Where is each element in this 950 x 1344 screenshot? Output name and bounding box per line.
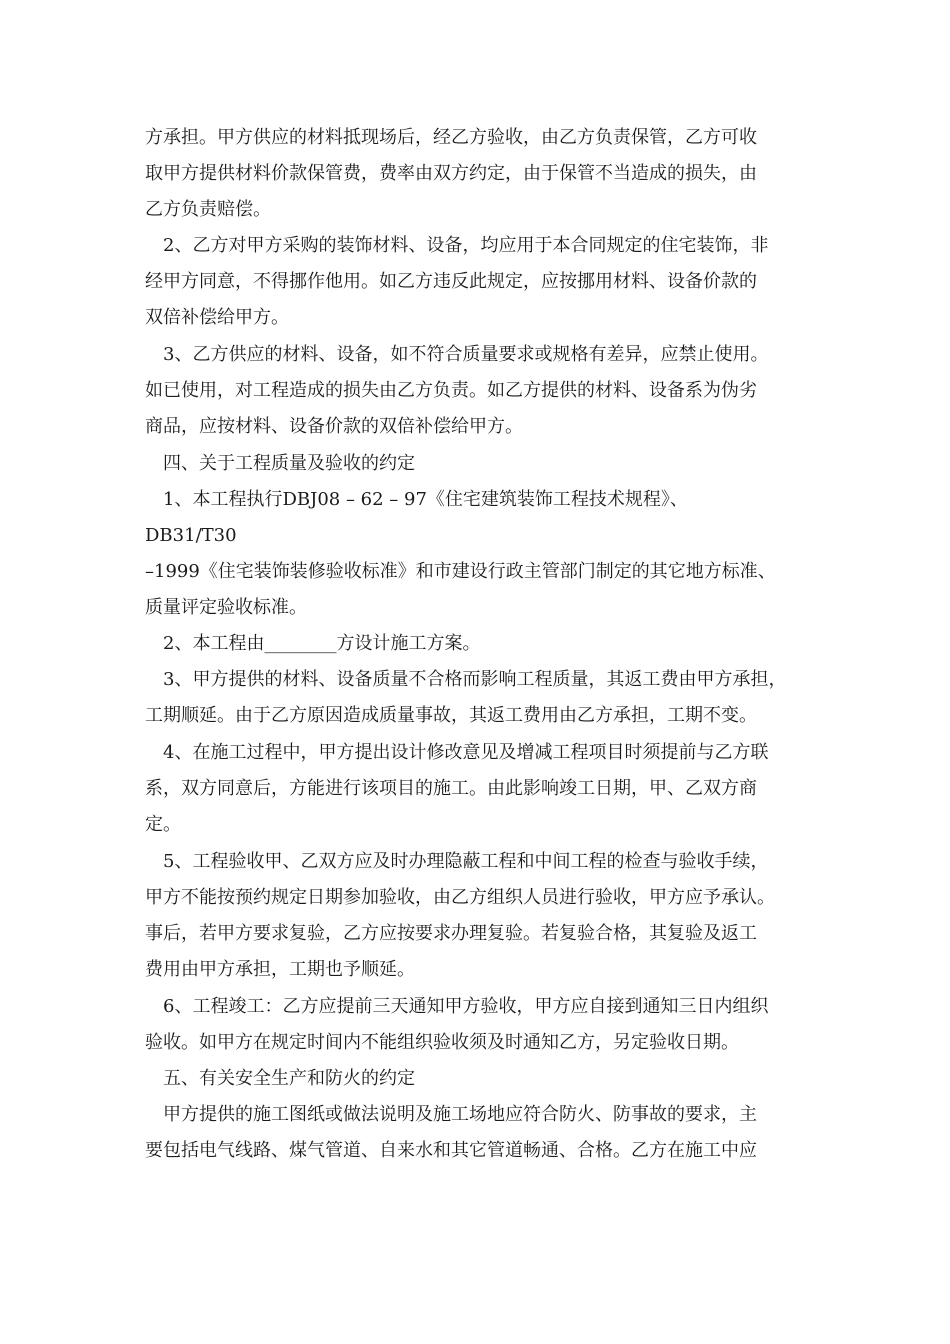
text-line: 4、在施工过程中，甲方提出设计修改意见及增减工程项目时须提前与乙方联 — [163, 742, 769, 763]
text-line: 1、本工程执行DBJ08 – 62 – 97《住宅建筑装饰工程技术规程》、 — [163, 489, 688, 510]
section-heading: 四、关于工程质量及验收的约定 — [163, 453, 415, 474]
text-line: DB31/T30 — [145, 525, 237, 546]
text-line: 如已使用，对工程造成的损失由乙方负责。如乙方提供的材料、设备系为伪劣 — [145, 380, 757, 401]
text-line: 要包括电气线路、煤气管道、自来水和其它管道畅通、合格。乙方在施工中应 — [145, 1140, 757, 1161]
text-line: 事后，若甲方要求复验，乙方应按要求办理复验。若复验合格，其复验及返工 — [145, 923, 757, 944]
text-line: 定。 — [145, 814, 181, 835]
text-line: 6、工程竣工：乙方应提前三天通知甲方验收，甲方应自接到通知三日内组织 — [163, 996, 769, 1017]
text-line: 甲方不能按预约规定日期参加验收，由乙方组织人员进行验收，甲方应予承认。 — [145, 887, 775, 908]
text-line: 方承担。甲方供应的材料抵现场后，经乙方验收，由乙方负责保管，乙方可收 — [145, 127, 757, 148]
text-line: 2、本工程由________方设计施工方案。 — [163, 633, 481, 654]
text-line: 验收。如甲方在规定时间内不能组织验收须及时通知乙方，另定验收日期。 — [145, 1032, 739, 1053]
text-line: 系，双方同意后，方能进行该项目的施工。由此影响竣工日期，甲、乙双方商 — [145, 778, 757, 799]
text-line: 甲方提供的施工图纸或做法说明及施工场地应符合防火、防事故的要求，主 — [163, 1104, 757, 1125]
text-line: 双倍补偿给甲方。 — [145, 307, 289, 328]
text-line: 工期顺延。由于乙方原因造成质量事故，其返工费用由乙方承担，工期不变。 — [145, 705, 757, 726]
text-line: 经甲方同意，不得挪作他用。如乙方违反此规定，应按挪用材料、设备价款的 — [145, 271, 757, 292]
text-line: 乙方负责赔偿。 — [145, 199, 271, 220]
text-line: 3、甲方提供的材料、设备质量不合格而影响工程质量，其返工费由甲方承担， — [163, 669, 787, 690]
section-heading: 五、有关安全生产和防火的约定 — [163, 1068, 415, 1089]
text-line: 3、乙方供应的材料、设备，如不符合质量要求或规格有差异，应禁止使用。 — [163, 344, 769, 365]
text-line: 费用由甲方承担，工期也予顺延。 — [145, 959, 415, 980]
text-line: –1999《住宅装饰装修验收标准》和市建设行政主管部门制定的其它地方标准、 — [145, 561, 776, 582]
text-line: 质量评定验收标准。 — [145, 597, 307, 618]
text-line: 取甲方提供材料价款保管费，费率由双方约定，由于保管不当造成的损失，由 — [145, 163, 757, 184]
text-line: 5、工程验收甲、乙双方应及时办理隐蔽工程和中间工程的检查与验收手续， — [163, 851, 769, 872]
text-line: 2、乙方对甲方采购的装饰材料、设备，均应用于本合同规定的住宅装饰，非 — [163, 235, 769, 256]
text-line: 商品，应按材料、设备价款的双倍补偿给甲方。 — [145, 416, 523, 437]
